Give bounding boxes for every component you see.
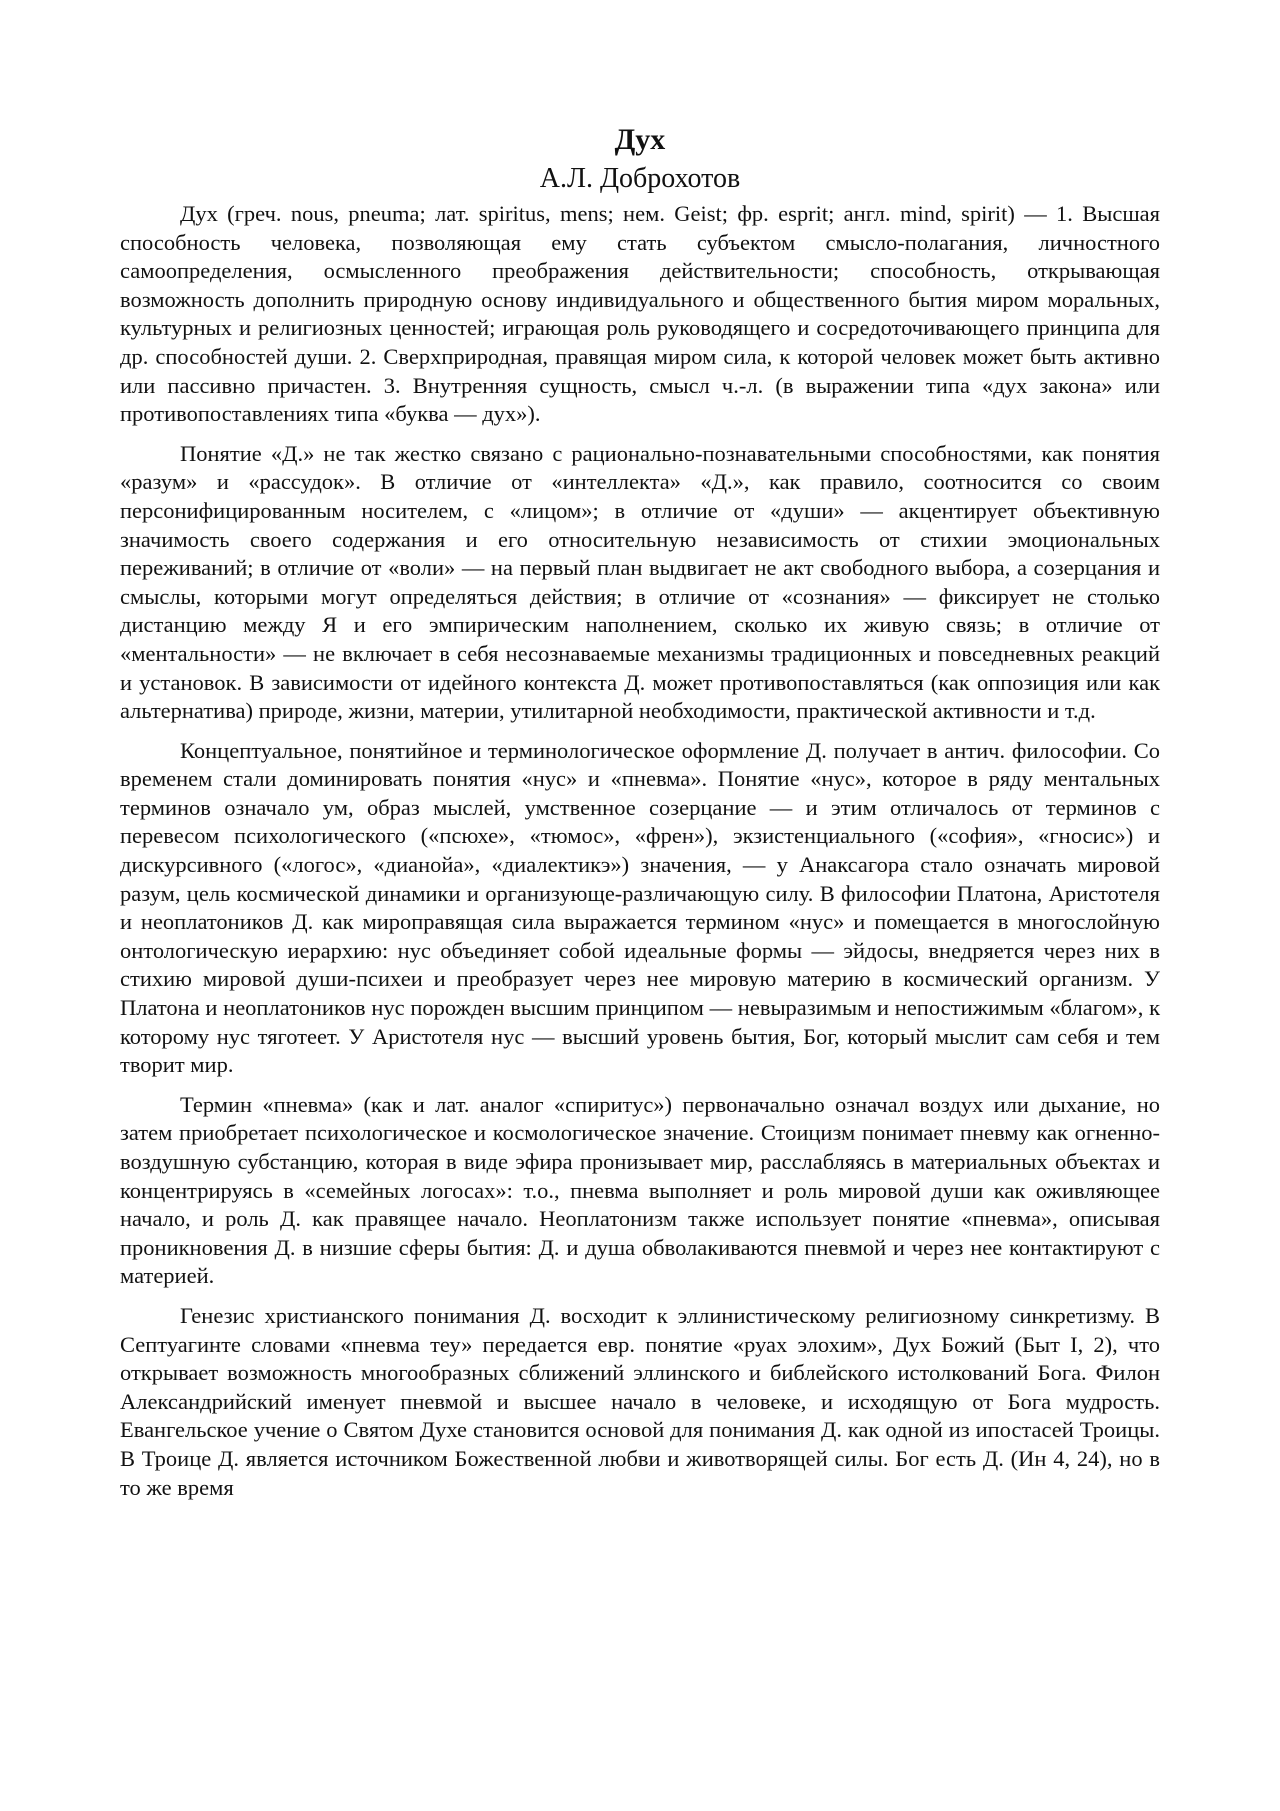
paragraph-2: Понятие «Д.» не так жестко связано с рационально-познавательными способностями, как понятия «разум» и «рассудок». В отличие от «интеллекта» «Д.», как правило, соотносится со своим персонифицированным носителем, с «лицом»; в отличие от «души» — акцентирует объективную значимость своего содержания и его относительную независимость от стихии эмоциональных переживаний; в отличие от «воли» — на первый план выдвигает не акт свободного выбора, а созерцания и смыслы, которыми могут определяться действия; в отличие от «сознания» — фиксирует не столько дистанцию между Я и его эмпирическим наполнением, сколько их живую связь; в отличие от «ментальности» — не включает в себя несознаваемые механизмы традиционных и повседневных реакций и установок. В зависимости от идейного контекста Д. может противопоставляться (как оппозиция или как альтернатива) природе, жизни, материи, утилитарной необходимости, практической активности и т.д.: [120, 440, 1160, 724]
document-page: [120, 122, 1160, 1513]
paragraph-4: Термин «пневма» (как и лат. аналог «спиритус») первоначально означал воздух или дыхание, но затем приобретает психологическое и космологическое значение. Стоицизм понимает пневму как огненно-воздушную субстанцию, которая в виде эфира пронизывает мир, расслабляясь в материальных объектах и концентрируясь в «семейных логосах»: т.о., пневма выполняет и роль мировой души как оживляющее начало, и роль Д. как правящее начало. Неоплатонизм также использует понятие «пневма», описывая проникновения Д. в низшие сферы бытия: Д. и душа обволакиваются пневмой и через нее контактируют с материей.: [120, 1091, 1160, 1289]
page-title: Дух: [614, 123, 666, 156]
paragraph-5: Генезис христианского понимания Д. восходит к эллинистическому религиозному синкретизму. В Септуагинте словами «пневма теу» передается евр. понятие «руах элохим», Дух Божий (Быт I, 2), что открывает возможность многообразных сближений эллинского и библейского истолкований Бога. Филон Александрийский именует пневмой и высшее начало в человеке, и исходящую от Бога мудрость. Евангельское учение о Святом Духе становится основой для понимания Д. как одной из ипостасей Троицы. В Троице Д. является источником Божественной любви и животворящей силы. Бог есть Д. (Ин 4, 24), но в то же время: [120, 1302, 1160, 1500]
paragraph-3: Концептуальное, понятийное и терминологическое оформление Д. получает в антич. философии. Со временем стали доминировать понятия «нус» и «пневма». Понятие «нус», которое в ряду ментальных терминов означало ум, образ мыслей, умственное созерцание — и этим отличалось от терминов с перевесом психологического («псюхе», «тюмос», «френ»), экзистенциального («софия», «гносис») и дискурсивного («логос», «дианойа», «диалектикэ») значения, — у Анаксагора стало означать мировой разум, цель космической динамики и организующе-различающую силу. В философии Платона, Аристотеля и неоплатоников Д. как мироправящая сила выражается термином «нус» и помещается в многослойную онтологическую иерархию: нус объединяет собой идеальные формы — эйдосы, внедряется через них в стихию мировой души-психеи и преобразует через нее мировую материю в космический организм. У Платона и неоплатоников нус порожден высшим принципом — невыразимым и непостижимым «благом», к которому нус тяготеет. У Аристотеля нус — высший уровень бытия, Бог, который мыслит сам себя и тем творит мир.: [120, 737, 1160, 1078]
author-name: А.Л. Доброхотов: [539, 163, 741, 194]
paragraph-1: Дух (греч. nous, pneuma; лат. spiritus, mens; нем. Geist; фр. esprit; англ. mind, spirit) — 1. Высшая способность человека, позволяющая ему стать субъектом смысло-полагания, личностного самоопределения, осмысленного преображения действительности; способность, открывающая возможность дополнить природную основу индивидуального и общественного бытия миром моральных, культурных и религиозных ценностей; играющая роль руководящего и сосредоточивающего принципа для др. способностей души. 2. Сверхприродная, правящая миром сила, к которой человек может быть активно или пассивно причастен. 3. Внутренняя сущность, смысл ч.-л. (в выражении типа «дух закона» или противопоставлениях типа «буква — дух»).: [120, 201, 1160, 427]
